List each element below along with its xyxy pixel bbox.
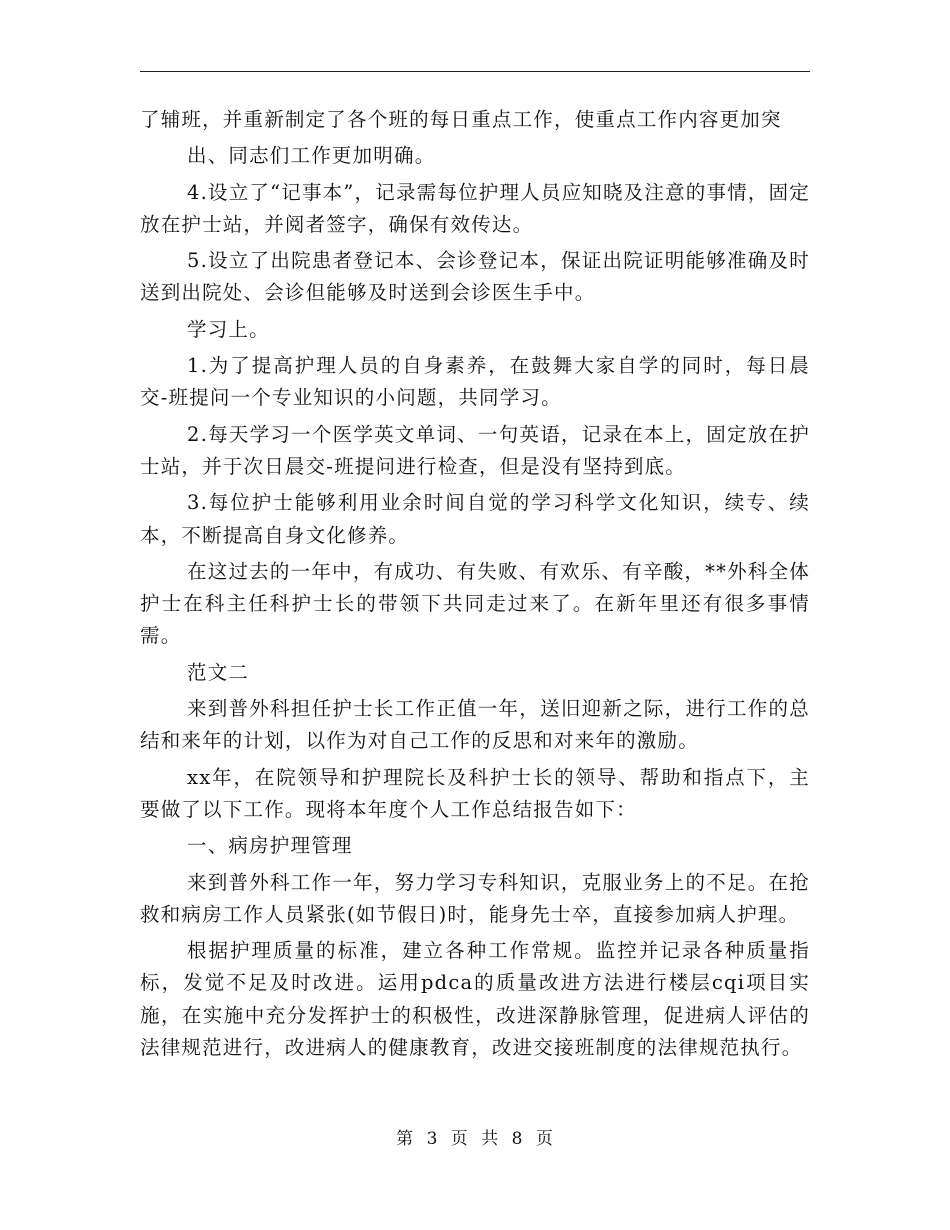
paragraph: 4.设立了“记事本”，记录需每位护理人员应知晓及注意的事情，固定放在护士站，并阅者签字，确保有效传达。 xyxy=(140,180,810,236)
header-rule xyxy=(140,71,810,72)
paragraph: 5.设立了出院患者登记本、会诊登记本，保证出院证明能够准确及时送到出院处、会诊但能够及时送到会诊医生手中。 xyxy=(140,249,810,305)
paragraph: 根据护理质量的标准，建立各种工作常规。监控并记录各种质量指标，发觉不足及时改进。运用pdca的质量改进方法进行楼层cqi项目实施，在实施中充分发挥护士的积极性，改进深静脉管理，促进病人评估的法律规范进行，改进病人的健康教育，改进交接班制度的法律规范执行。 xyxy=(140,939,810,1060)
section-heading: 一、病房护理管理 xyxy=(187,834,353,858)
section-heading: 学习上。 xyxy=(187,317,270,341)
paragraph: 来到普外科工作一年，努力学习专科知识，克服业务上的不足。在抢救和病房工作人员紧张(如节假日)时，能身先士卒，直接参加病人护理。 xyxy=(140,870,810,926)
paragraph: 1.为了提高护理人员的自身素养，在鼓舞大家自学的同时，每日晨交-班提问一个专业知识的小问题，共同学习。 xyxy=(140,354,810,410)
page-footer xyxy=(0,1124,950,1149)
document-body xyxy=(140,104,810,1068)
paragraph: 来到普外科担任护士长工作正值一年，送旧迎新之际，进行工作的总结和来年的计划，以作为对自己工作的反思和对来年的激励。 xyxy=(140,697,810,753)
paragraph: 在这过去的一年中，有成功、有失败、有欢乐、有辛酸，**外科全体护士在科主任科护士长的带领下共同走过来了。在新年里还有很多事情需。 xyxy=(140,559,810,648)
paragraph: 了辅班，并重新制定了各个班的每日重点工作，使重点工作内容更加突 xyxy=(140,108,782,131)
page-number: 3 xyxy=(426,1129,439,1149)
footer-total-label: 共 xyxy=(481,1129,500,1149)
section-heading: 范文二 xyxy=(187,660,250,684)
footer-suffix: 页 xyxy=(535,1129,554,1149)
footer-prefix: 第 xyxy=(396,1129,415,1149)
paragraph: xx年，在院领导和护理院长及科护士长的领导、帮助和指点下，主要做了以下工作。现将本年度个人工作总结报告如下： xyxy=(140,765,810,821)
footer-mid: 页 xyxy=(450,1129,469,1149)
paragraph: 3.每位护士能够利用业余时间自觉的学习科学文化知识，续专、续本，不断提高自身文化修养。 xyxy=(140,491,810,547)
paragraph: 出、同志们工作更加明确。 xyxy=(187,144,436,168)
paragraph: 2.每天学习一个医学英文单词、一句英语，记录在本上，固定放在护士站，并于次日晨交-班提问进行检查，但是没有坚持到底。 xyxy=(140,422,810,478)
page-total: 8 xyxy=(511,1129,524,1149)
